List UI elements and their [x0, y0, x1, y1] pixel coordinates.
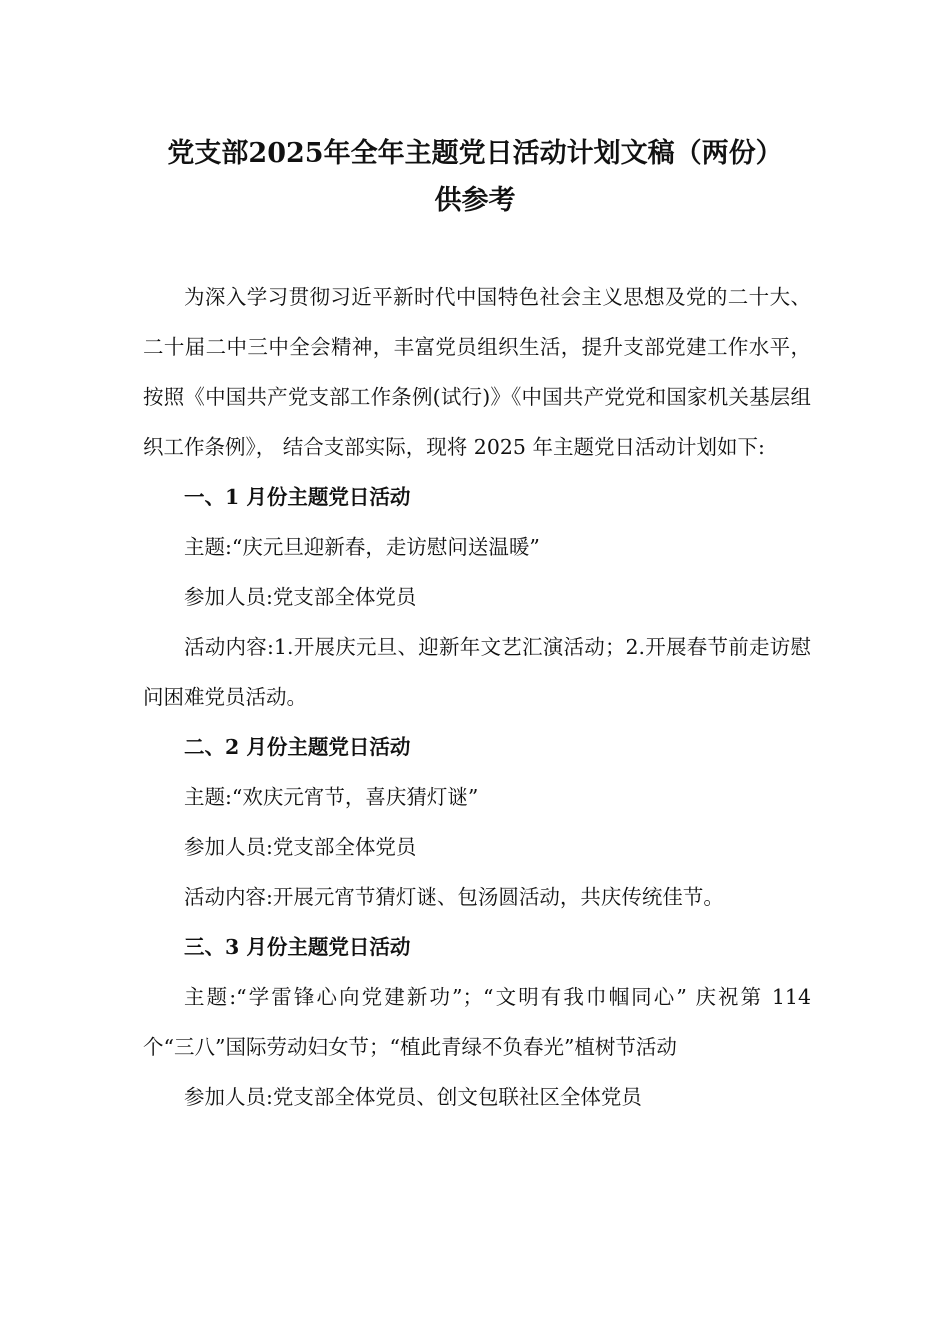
document-title: 党支部2025年全年主题党日活动计划文稿（两份） — [167, 138, 783, 169]
section-participants-february: 参加人员:党支部全体党员 — [184, 835, 417, 859]
section-theme-february: 主题:“欢庆元宵节，喜庆猜灯谜” — [184, 785, 479, 809]
document-subtitle: 供参考 — [434, 185, 516, 216]
section-theme-march: 主题:“学雷锋心向党建新功”；“文明有我巾帼同心” 庆祝第 114 个“三八”国际劳动妇女节；“植此青绿不负春光”植树节活动 — [143, 985, 811, 1059]
intro-paragraph: 为深入学习贯彻习近平新时代中国特色社会主义思想及党的二十大、二十届二中三中全会精神，丰富党员组织生活，提升支部党建工作水平，按照《中国共产党支部工作条例(试行)》《中国共产党党和国家机关基层组织工作条例》， 结合支部实际，现将 2025 年主题党日活动计划如下: — [143, 285, 811, 459]
section-content-january: 活动内容:1.开展庆元旦、迎新年文艺汇演活动；2.开展春节前走访慰问困难党员活动。 — [143, 635, 811, 709]
section-participants-march: 参加人员:党支部全体党员、创文包联社区全体党员 — [184, 1085, 642, 1109]
section-heading-january: 一、1 月份主题党日活动 — [184, 485, 411, 509]
document-body — [143, 272, 811, 1122]
section-theme-january: 主题:“庆元旦迎新春，走访慰问送温暖” — [184, 535, 540, 559]
section-participants-january: 参加人员:党支部全体党员 — [184, 585, 417, 609]
section-content-february: 活动内容:开展元宵节猜灯谜、包汤圆活动，共庆传统佳节。 — [184, 885, 724, 909]
section-heading-february: 二、2 月份主题党日活动 — [184, 735, 411, 759]
section-heading-march: 三、3 月份主题党日活动 — [184, 935, 411, 959]
